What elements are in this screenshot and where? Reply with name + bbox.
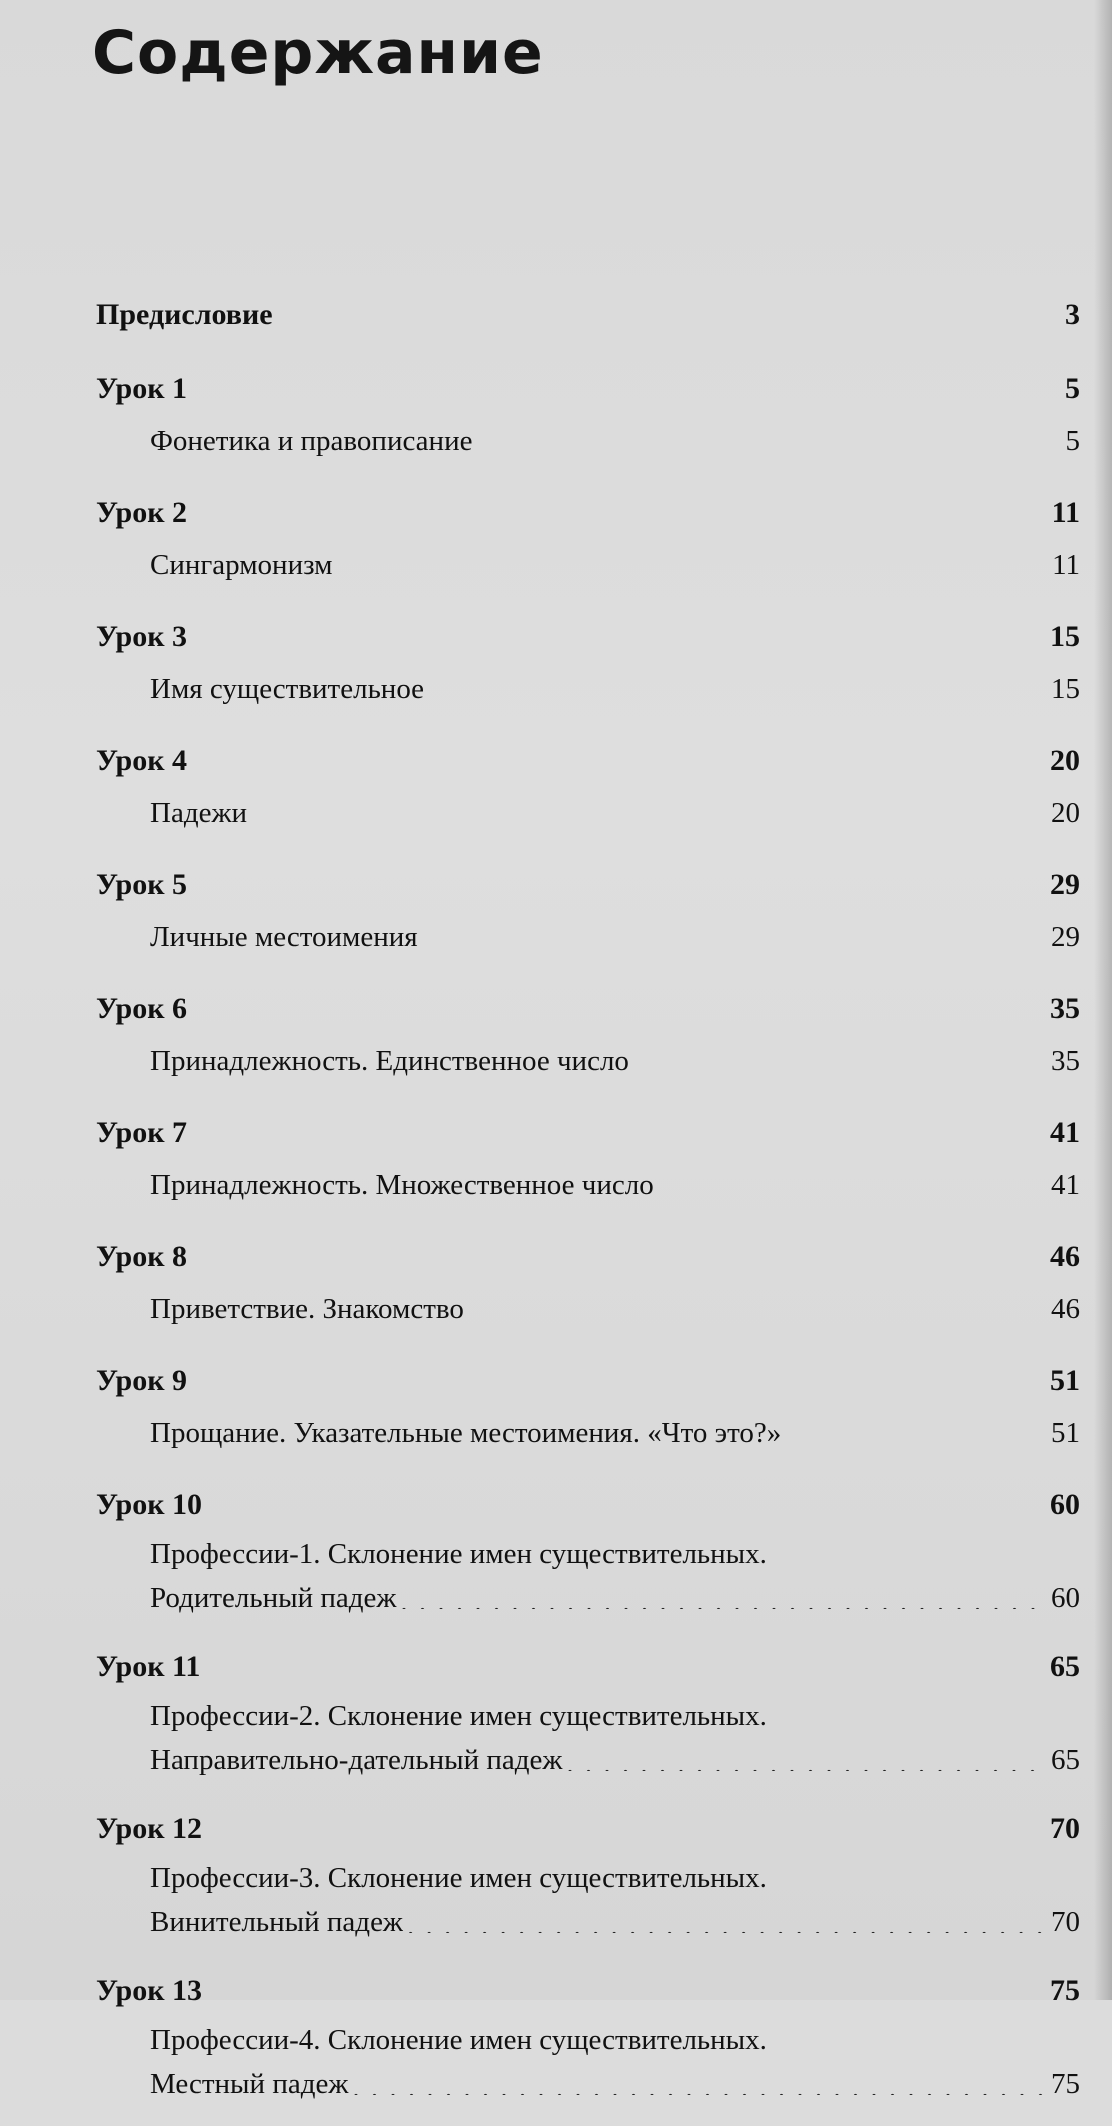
dot-leader: [206, 1486, 1046, 1516]
topic-page-number: 75: [1051, 2068, 1080, 2100]
toc-row-lesson: [96, 1230, 1080, 1284]
lesson-label: Урок 9: [96, 1364, 188, 1397]
dot-leader: [191, 1114, 1046, 1144]
toc-row-topic: [96, 1036, 1080, 1086]
toc-entry-lesson: [96, 362, 1080, 466]
dot-leader: [422, 919, 1047, 948]
toc-row-topic: [96, 416, 1080, 466]
toc-row-lesson: [96, 734, 1080, 788]
topic-first-line: Профессии-4. Склонение имен существительных.: [150, 2024, 767, 2056]
lesson-page-number: 29: [1050, 868, 1080, 901]
dot-leader: [191, 990, 1046, 1020]
toc-row-topic: [96, 1408, 1080, 1458]
topic-page-number: 51: [1051, 1417, 1080, 1449]
lesson-page-number: 20: [1050, 744, 1080, 777]
dot-leader: [191, 1238, 1046, 1268]
topic-label: Принадлежность. Единственное число: [150, 1045, 629, 1077]
lesson-page-number: 75: [1050, 1974, 1080, 2007]
lesson-page-number: 15: [1050, 620, 1080, 653]
dot-leader: [191, 494, 1048, 524]
toc-row-lesson: [96, 1802, 1080, 1856]
dot-leader: [428, 671, 1047, 700]
lesson-page-number: 51: [1050, 1364, 1080, 1397]
dot-leader: [407, 1904, 1047, 1933]
topic-first-line: Профессии-1. Склонение имен существительных.: [150, 1538, 767, 1570]
topic-page-number: 5: [1065, 425, 1080, 457]
toc-entry-lesson: [96, 1478, 1080, 1620]
topic-label: Приветствие. Знакомство: [150, 1293, 464, 1325]
toc-row-lesson: [96, 362, 1080, 416]
topic-page-number: 11: [1052, 549, 1080, 581]
toc-entry-lesson: [96, 1106, 1080, 1210]
dot-leader: [191, 866, 1046, 896]
topic-page-number: 46: [1051, 1293, 1080, 1325]
toc-entry-lesson: [96, 858, 1080, 962]
dot-leader: [251, 795, 1047, 824]
toc-entry-lesson: [96, 1964, 1080, 2106]
lesson-label: Урок 2: [96, 496, 188, 529]
topic-page-number: 60: [1051, 1582, 1080, 1614]
lesson-label: Урок 13: [96, 1974, 203, 2007]
toc-label: Предисловие: [96, 298, 273, 331]
topic-label: Прощание. Указательные местоимения. «Что это?»: [150, 1417, 782, 1449]
table-of-contents: [96, 288, 1080, 2126]
toc-row-topic: [96, 2062, 1080, 2106]
topic-label: Фонетика и правописание: [150, 425, 473, 457]
dot-leader: [337, 547, 1049, 576]
topic-first-line: Профессии-3. Склонение имен существительных.: [150, 1862, 767, 1894]
toc-entry-lesson: [96, 982, 1080, 1086]
dot-leader: [191, 1362, 1046, 1392]
page-edge-shadow: [1094, 0, 1112, 2000]
toc-row-lesson: [96, 1106, 1080, 1160]
toc-entry-lesson: [96, 1802, 1080, 1944]
lesson-page-number: 5: [1065, 372, 1080, 405]
toc-entry-lesson: [96, 486, 1080, 590]
dot-leader: [468, 1291, 1047, 1320]
dot-leader: [352, 2066, 1047, 2095]
lesson-label: Урок 1: [96, 372, 188, 405]
toc-entry-lesson: [96, 734, 1080, 838]
lesson-page-number: 35: [1050, 992, 1080, 1025]
dot-leader: [206, 1810, 1046, 1840]
topic-label: Личные местоимения: [150, 921, 418, 953]
toc-row-topic: [96, 1160, 1080, 1210]
toc-row-lesson: [96, 858, 1080, 912]
lesson-page-number: 65: [1050, 1650, 1080, 1683]
lesson-label: Урок 4: [96, 744, 188, 777]
topic-label: Имя существительное: [150, 673, 425, 705]
toc-entry-lesson: [96, 1230, 1080, 1334]
dot-leader: [400, 1580, 1047, 1609]
topic-label: Сингармонизм: [150, 549, 333, 581]
lesson-label: Урок 11: [96, 1650, 201, 1683]
dot-leader: [191, 742, 1046, 772]
toc-row-lesson: [96, 610, 1080, 664]
toc-row-topic: [96, 788, 1080, 838]
toc-row-topic: [96, 912, 1080, 962]
dot-leader: [206, 1972, 1046, 2002]
lesson-page-number: 70: [1050, 1812, 1080, 1845]
lesson-label: Урок 10: [96, 1488, 203, 1521]
dot-leader: [476, 423, 1061, 452]
toc-entry-lesson: [96, 610, 1080, 714]
topic-page-number: 20: [1051, 797, 1080, 829]
toc-row-lesson: [96, 1354, 1080, 1408]
topic-page-number: 29: [1051, 921, 1080, 953]
topic-page-number: 15: [1051, 673, 1080, 705]
dot-leader: [277, 296, 1061, 326]
page-title: Содержание: [92, 18, 544, 88]
topic-label: Родительный падеж: [150, 1582, 397, 1614]
toc-entry-preface: [96, 288, 1080, 342]
dot-leader: [191, 618, 1046, 648]
topic-label: Местный падеж: [150, 2068, 349, 2100]
topic-page-number: 35: [1051, 1045, 1080, 1077]
lesson-label: Урок 5: [96, 868, 188, 901]
lesson-label: Урок 3: [96, 620, 188, 653]
dot-leader: [785, 1415, 1047, 1444]
toc-page-number: 3: [1065, 298, 1080, 331]
topic-page-number: 41: [1051, 1169, 1080, 1201]
toc-row-preface: [96, 288, 1080, 342]
toc-row-topic: [96, 540, 1080, 590]
lesson-page-number: 46: [1050, 1240, 1080, 1273]
lesson-label: Урок 7: [96, 1116, 188, 1149]
toc-row-topic: [96, 1900, 1080, 1944]
topic-label: Падежи: [150, 797, 247, 829]
toc-row-lesson: [96, 982, 1080, 1036]
dot-leader: [204, 1648, 1046, 1678]
toc-row-topic: [96, 1738, 1080, 1782]
toc-row-lesson: [96, 486, 1080, 540]
toc-row-lesson: [96, 1640, 1080, 1694]
dot-leader: [658, 1167, 1047, 1196]
toc-row-topic: [96, 1576, 1080, 1620]
dot-leader: [633, 1043, 1047, 1072]
toc-row-topic: [96, 1284, 1080, 1334]
topic-label: Винительный падеж: [150, 1906, 403, 1938]
toc-entry-lesson: [96, 1640, 1080, 1782]
toc-row-lesson: [96, 1964, 1080, 2018]
lesson-label: Урок 12: [96, 1812, 203, 1845]
dot-leader: [191, 370, 1061, 400]
topic-page-number: 70: [1051, 1906, 1080, 1938]
topic-label: Принадлежность. Множественное число: [150, 1169, 654, 1201]
lesson-label: Урок 6: [96, 992, 188, 1025]
lesson-page-number: 41: [1050, 1116, 1080, 1149]
lesson-page-number: 60: [1050, 1488, 1080, 1521]
dot-leader: [566, 1742, 1047, 1771]
topic-page-number: 65: [1051, 1744, 1080, 1776]
toc-row-topic: [96, 664, 1080, 714]
toc-row-lesson: [96, 1478, 1080, 1532]
lessons-list: [96, 362, 1080, 2106]
topic-first-line: Профессии-2. Склонение имен существительных.: [150, 1700, 767, 1732]
lesson-page-number: 11: [1051, 496, 1080, 529]
toc-entry-lesson: [96, 1354, 1080, 1458]
lesson-label: Урок 8: [96, 1240, 188, 1273]
topic-label: Направительно-дательный падеж: [150, 1744, 563, 1776]
